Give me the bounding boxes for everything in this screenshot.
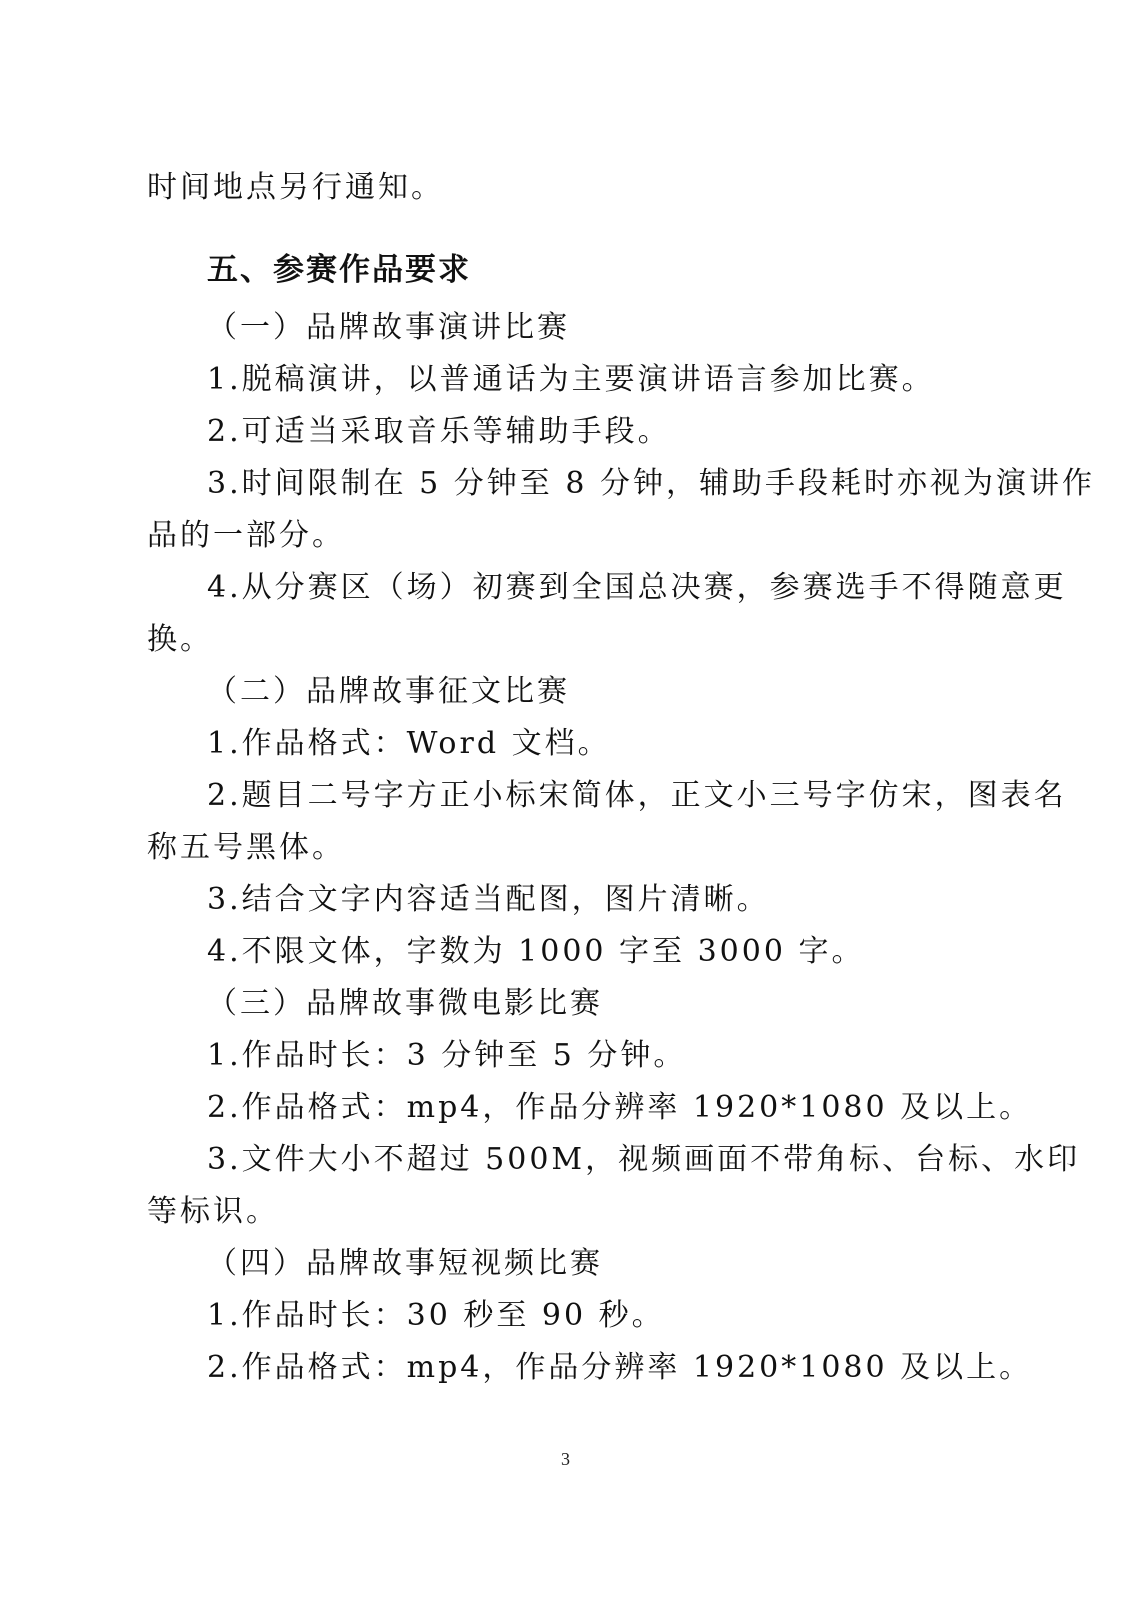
paragraph-3-3: 3.文件大小不超过 500M，视频画面不带角标、台标、水印 [207,1142,1081,1177]
paragraph-3-2: 2.作品格式：mp4，作品分辨率 1920*1080 及以上。 [207,1090,1033,1125]
paragraph-3-1: 1.作品时长：3 分钟至 5 分钟。 [207,1038,687,1073]
subsection-title-3: （三）品牌故事微电影比赛 [207,986,603,1021]
section-heading: 五、参赛作品要求 [207,252,471,288]
subsection-title-1: （一）品牌故事演讲比赛 [207,310,570,345]
paragraph-2-1: 1.作品格式：Word 文档。 [207,726,611,761]
paragraph-1-4-cont: 换。 [147,622,213,657]
subsection-title-2: （二）品牌故事征文比赛 [207,674,570,709]
page-number: 3 [561,1449,570,1469]
paragraph-4-1: 1.作品时长：30 秒至 90 秒。 [207,1298,665,1333]
paragraph-1-4: 4.从分赛区（场）初赛到全国总决赛，参赛选手不得随意更 [207,570,1067,605]
paragraph-2-4: 4.不限文体，字数为 1000 字至 3000 字。 [207,934,865,969]
paragraph-4-2: 2.作品格式：mp4，作品分辨率 1920*1080 及以上。 [207,1350,1033,1385]
continuation-text: 时间地点另行通知。 [147,170,444,205]
paragraph-1-1: 1.脱稿演讲，以普通话为主要演讲语言参加比赛。 [207,362,935,397]
paragraph-1-3-cont: 品的一部分。 [147,518,345,553]
subsection-title-4: （四）品牌故事短视频比赛 [207,1246,603,1281]
paragraph-3-3-cont: 等标识。 [147,1194,279,1229]
paragraph-1-3: 3.时间限制在 5 分钟至 8 分钟，辅助手段耗时亦视为演讲作 [207,466,1095,501]
paragraph-1-2: 2.可适当采取音乐等辅助手段。 [207,414,671,449]
paragraph-2-2: 2.题目二号字方正小标宋简体，正文小三号字仿宋，图表名 [207,778,1067,813]
paragraph-2-3: 3.结合文字内容适当配图，图片清晰。 [207,882,770,917]
paragraph-2-2-cont: 称五号黑体。 [147,830,345,865]
